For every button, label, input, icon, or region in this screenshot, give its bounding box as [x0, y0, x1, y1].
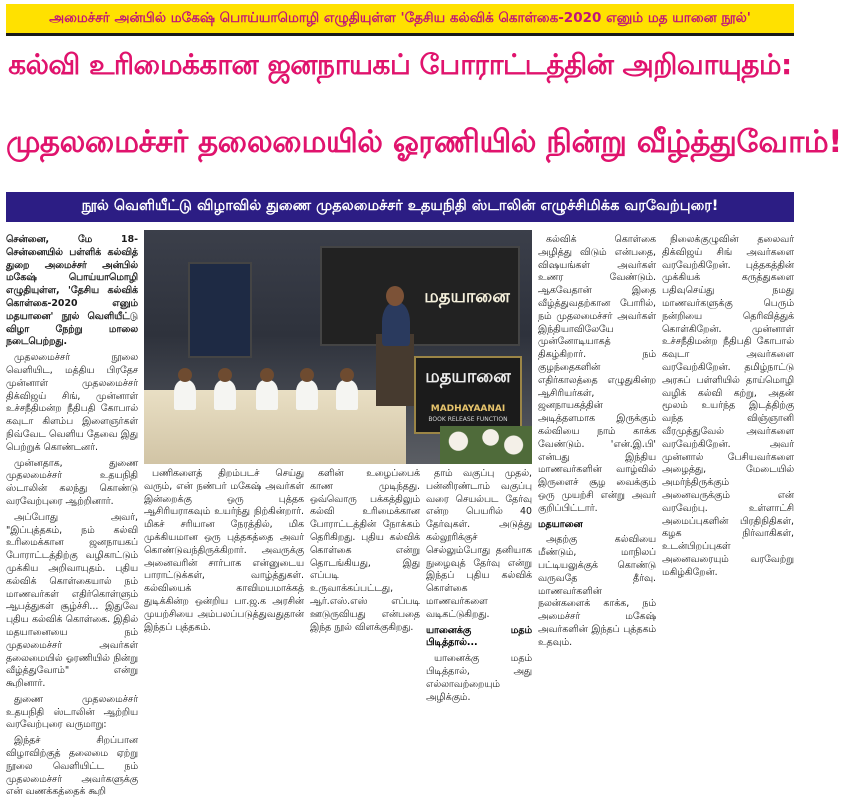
- dignitary-head: [300, 368, 314, 382]
- article-column-right-2: [662, 234, 794, 633]
- dignitary: [256, 380, 278, 410]
- article-paragraph: அதற்கு கல்வியை மீண்டும், மாநிலப் பட்டியலுக்குக் கொண்டு வருவதே தீர்வு. மாணவர்களின் நலன்களைக் காக்க, நம் அமைச்சர் மகேஷ் அவர்களின் இந்தப் புத்தகம் உதவும்.: [538, 534, 656, 648]
- article-paragraph: தாம் வகுப்பு முதல், பன்னிரண்டாம் வகுப்பு வரை செயல்பட தேர்வு என்ற பெயரில் 40 தேர்வுகள். அடுத்து கல்லூரிக்குச் செல்லும்போது தனியாக நுழைவுத் தேர்வு என்று இந்தப் புதிய கல்விக் கொள்கை மாணவர்களை வடிகட்டுகிறது.: [426, 468, 532, 620]
- book-cover: [414, 356, 522, 434]
- photo-left-screen: [188, 262, 252, 358]
- speaker-head: [386, 286, 404, 306]
- sub-banner: [6, 192, 794, 222]
- article-paragraph: துணை முதலமைச்சர் உதயநிதி ஸ்டாலின் ஆற்றிய வரவேற்புரை வருமாறு:: [6, 693, 138, 731]
- flower-arrangement: [440, 426, 532, 464]
- article-lead: சென்னை, மே 18- சென்னையில் பள்ளிக் கல்வித் துறை அமைச்சர் அன்பில் மகேஷ் பொய்யாமொழி எழுதியுள்ள, 'தேசிய கல்விக் கொள்கை-2020 எனும் மதயானை' நூல் வெளியீட்டு விழா நேற்று மாலை நடைபெற்றது.: [6, 234, 138, 348]
- book-cover-subtitle: BOOK RELEASE FUNCTION: [428, 416, 508, 423]
- article-paragraph: முன்னதாக, துணை முதலமைச்சர் உதயநிதி ஸ்டாலின் கலந்து கொண்டு வரவேற்புரை ஆற்றினார்.: [6, 457, 138, 507]
- dignitary: [296, 380, 318, 410]
- dignitary-head: [218, 368, 232, 382]
- dignitary: [214, 380, 236, 410]
- article-paragraph: அப்போது அவர், "இப்புத்தகம், நம் கல்வி உரிமைக்கான ஜனநாயகப் போராட்டத்திற்கு வழிகாட்டும் முக்கிய அறிவாயுதம். புதிய கல்விக் கொள்கையால் நம் மாணவர்கள் எதிர்கொள்ளும் ஆபத்துகள் சூழ்ச்சி... இதுவே புதிய கல்விக் கொள்கை. இதில் மதயானையை நம் முதலமைச்சர் அவர்கள் தலைமையில் ஓரணியில் நின்று வீழ்த்துவோம்" என்று கூறினார்.: [6, 511, 138, 690]
- top-banner-text: அமைச்சர் அன்பில் மகேஷ் பொய்யாமொழி எழுதியுள்ள 'தேசிய கல்விக் கொள்கை-2020 எனும் மத யானை நூல்': [49, 9, 751, 26]
- article-column-left: [6, 234, 138, 798]
- article-column-mid-1: [144, 468, 304, 633]
- article-subhead: யானைக்கு மதம் பிடித்தால்...: [426, 624, 532, 649]
- article-paragraph: கல்விக் கொள்கை அழித்து விடும் என்பதை, விஷயங்கள் அவர்கள் உணர வேண்டும். ஆகவேதான் இதை வீழ்த்துவதற்கான போரில், நம் முதலமைச்சர் அவர்கள் இந்தியாவிலேயே முன்னோடியாகத் திகழ்கிறார். நம் குழந்தைகளின் எதிர்காலத்தை எழுதுகின்ற ஆசிரியர்கள், ஜனநாயகத்தின் அடித்தளமாக இருக்கும் கல்வியை நாம் காக்க வேண்டும். 'என்.இ.பி' என்பது இந்திய மாணவர்களின் வாழ்வில் இருளைச் சூழ வைக்கும் ஒரு முயற்சி என்று அவர் குறிப்பிட்டார்.: [538, 234, 656, 514]
- headline-line-2: முதலமைச்சர் தலைமையில் ஓரணியில் நின்று வீழ்த்துவோம்!: [6, 124, 842, 160]
- book-cover-title: மதயானை: [425, 366, 511, 387]
- sub-banner-text: நூல் வெளியீட்டு விழாவில் துணை முதலமைச்சர் உதயநிதி ஸ்டாலின் எழுச்சிமிக்க வரவேற்புரை!: [81, 198, 719, 214]
- article-paragraph: இந்தச் சிறப்பான விழாவிற்குத் தலைமை ஏற்று நூலை வெளியிட்ட நம் முதலமைச்சர் அவர்களுக்கு என் வணக்கத்தைக் கூறி: [6, 735, 138, 798]
- article-paragraph: யானைக்கு மதம் பிடித்தால், அது எல்லாவற்றையும் அழிக்கும்.: [426, 653, 532, 703]
- article-paragraph: நிலைக்குழுவின் தலைவர் திக்விஜய் சிங் அவர்களை வரவேற்கிறேன். புத்தகத்தின் முக்கியக் கருத்துகளை பதிவுசெய்து நமது மாணவர்களுக்கு பெரும் நன்றியை தெரிவித்துக் கொள்கிறேன். முன்னாள் உச்சநீதிமன்ற நீதிபதி கோபால் கவுடா அவர்களை வரவேற்கிறேன். தமிழ்நாட்டு அரசுப் பள்ளியில் தாய்மொழி வழிக் கல்வி கற்று, அதன் மூலம் உயர்ந்த இடத்திற்கு வந்த விஞ்ஞானி வீரமுத்துவேல் அவர்களை வரவேற்கிறேன். அவர் முன்னால் பேசியவர்களை அழைத்து, மேடையில் அமர்ந்திருக்கும் அனைவருக்கும் என் வரவேற்பு. உள்ளாட்சி அமைப்புகளின் பிரதிநிதிகள், கழக நிர்வாகிகள், உடன்பிறப்புகள் அனைவரையும் வரவேற்று மகிழ்கிறேன்.: [662, 234, 794, 578]
- dignitary: [336, 380, 358, 410]
- top-banner: [6, 4, 794, 36]
- article-paragraph: களின் உழைப்பைக் காண முடிந்தது. ஒவ்வொரு பக்கத்திலும் கல்வி உரிமைக்கான போராட்டத்தின் நோக்கம் தெரிகிறது. புதிய கல்விக் கொள்கை என்று தொடங்கியது, இது எப்படி உருவாக்கப்பட்டது, ஆர்.எஸ்.எஸ் எப்படி ஊடுருவியது என்பதை இந்த நூல் விளக்குகிறது.: [310, 468, 420, 633]
- photo-main-screen: [320, 246, 520, 346]
- event-photo: [144, 230, 532, 464]
- article-column-mid-3: [426, 468, 532, 703]
- screen-title: மதயானை: [424, 286, 510, 308]
- dignitary-head: [260, 368, 274, 382]
- headline-line-1: கல்வி உரிமைக்கான ஜனநாயகப் போராட்டத்தின் அறிவாயுதம்:: [8, 48, 792, 81]
- book-cover-english-title: MADHAYAANAI: [430, 404, 506, 414]
- article-column-mid-2: [310, 468, 420, 633]
- speaker: [382, 302, 410, 346]
- dignitary: [174, 380, 196, 410]
- article-column-right-1: [538, 234, 656, 648]
- dignitary-head: [178, 368, 192, 382]
- article-subhead: மதயானை: [538, 518, 583, 530]
- article-paragraph: பணிகளைத் திறம்படச் செய்து வரும், என் நண்பர் மகேஷ் அவர்கள் இன்றைக்கு ஒரு புத்தக ஆசிரியராகவும் உயர்ந்து நிற்கின்றார். மிகச் சரியான நேரத்தில், மிக முக்கியமான ஒரு புத்தகத்தை அவர் கொண்டுவந்திருக்கிறார். அவருக்கு அனைவரின் சார்பாக என்னுடைய பாராட்டுக்கள், வாழ்த்துகள். கல்வியைக் காவிமயமாக்கத் துடிக்கின்ற ஒன்றிய பா.ஜ.க அரசின் முயற்சியை அம்பலப்படுத்துவதுதான் இந்தப் புத்தகம்.: [144, 468, 304, 633]
- dignitary-head: [340, 368, 354, 382]
- article-paragraph: முதலமைச்சர் நூலை வெளியிட, மத்திய பிரதேச முன்னாள் முதலமைச்சர் திக்விஜய் சிங், முன்னாள் உச்சநீதிமன்ற நீதிபதி கோபால் கவுடா கிளம்ப இளைஞர்கள் நிவ்வேட வெளிய தேவை இது பெற்றுக் கொண்டனர்.: [6, 352, 138, 453]
